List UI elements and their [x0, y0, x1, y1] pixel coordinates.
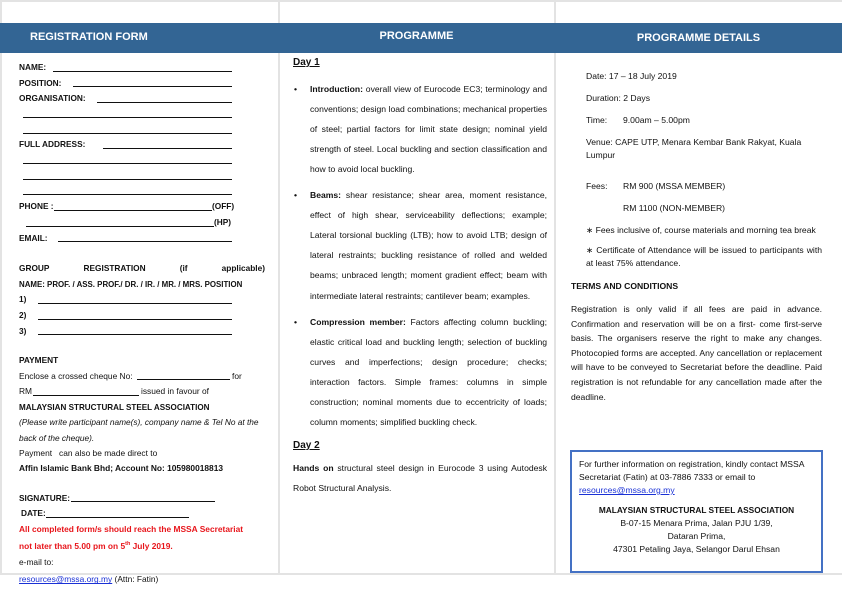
position-label: POSITION:: [19, 77, 62, 88]
item-label: Beams:: [310, 190, 342, 201]
programme-items: [293, 79, 547, 433]
phone-off-label: (OFF): [212, 201, 235, 212]
email-label: EMAIL:: [19, 232, 48, 243]
cheque-no-input-line[interactable]: [137, 379, 230, 380]
name-label: NAME:: [19, 62, 47, 72]
group-row-number: 1): [19, 294, 27, 305]
organisation-label: ORGANISATION:: [19, 93, 86, 104]
day-2-label: Hands on: [293, 462, 334, 473]
organisation-input-line[interactable]: [23, 133, 232, 134]
email-to-label: e-mail to:: [19, 556, 54, 567]
organisation-input-line[interactable]: [23, 117, 232, 118]
cheque-no-label: Enclose a crossed cheque No:: [19, 370, 133, 381]
email-link[interactable]: resources@mssa.org.my: [19, 574, 113, 585]
phone-label: PHONE :: [19, 201, 54, 212]
programme-column: [293, 53, 547, 498]
position-input-line[interactable]: [73, 86, 232, 87]
fee-member: [586, 180, 822, 193]
organisation-line-3[interactable]: [19, 122, 265, 138]
registration-form-title: REGISTRATION FORM: [30, 31, 148, 43]
group-row[interactable]: [19, 308, 265, 324]
group-row[interactable]: [19, 324, 265, 340]
contact-text: [579, 458, 814, 497]
group-word: applicable): [221, 263, 265, 274]
page-border: [0, 0, 2, 575]
phone-hp-input-line[interactable]: [26, 226, 214, 227]
direct-payment-text: Payment can also be made direct to: [19, 447, 158, 458]
position-field[interactable]: [19, 76, 265, 92]
group-row-input-line[interactable]: [38, 303, 232, 304]
address-input-line[interactable]: [23, 163, 232, 164]
phone-hp-label: (HP): [214, 216, 232, 227]
details-column: [571, 70, 822, 404]
group-word: (if: [179, 263, 188, 274]
fees-note: ∗ Fees inclusive of, course materials and morning tea break: [586, 225, 816, 235]
contact-email-link[interactable]: resources@mssa.org.my: [579, 485, 675, 495]
favour-label: issued in favour of: [141, 386, 209, 397]
bullet-icon: •: [294, 83, 298, 94]
terms-body: Registration is only valid if all fees are paid in advance. Confirmation and reservation will be on a first- come first-serve basis. The organisers reserve the right to make any changes. Photocopied forms are accepted. Any cancellation or replacement will have to be conveyed to Secretariat before the deadline. Paid registration is not refundable for any cancellation made after the deadline.: [571, 304, 822, 402]
programme-details-title: PROGRAMME DETAILS: [636, 32, 761, 44]
programme-title: PROGRAMME: [379, 30, 454, 42]
bank-account: Affin Islamic Bank Bhd; Account No: 105980018813: [19, 462, 224, 473]
group-row-number: 2): [19, 309, 27, 320]
column-divider: [554, 0, 556, 575]
address-label: FULL ADDRESS:: [19, 138, 86, 149]
fee-member-value: RM 900 (MSSA MEMBER): [623, 181, 726, 191]
deadline-date-prefix: not later than 5.00 pm on 5: [19, 541, 126, 552]
day-2-text: structural steel design in Eurocode 3 using Autodesk Robot Structural Analysis.: [293, 462, 547, 493]
programme-item: [293, 79, 547, 179]
deadline-notice: [19, 522, 265, 555]
programme-item: [293, 185, 547, 306]
bullet-icon: •: [294, 316, 298, 327]
deadline-date-suffix: July 2019.: [130, 541, 173, 552]
event-venue: Venue: CAPE UTP, Menara Kembar Bank Rakyat, Kuala Lumpur: [586, 137, 802, 160]
rm-label: RM: [19, 386, 33, 397]
email-contact: [19, 572, 265, 588]
item-label: Introduction:: [310, 83, 363, 94]
group-row[interactable]: [19, 292, 265, 308]
organisation-line-2[interactable]: [19, 107, 265, 123]
terms-title: TERMS AND CONDITIONS: [571, 280, 679, 291]
email-field[interactable]: [19, 231, 265, 247]
amount-field[interactable]: [19, 384, 265, 400]
signature-field[interactable]: [19, 491, 265, 507]
item-text: overall view of Eurocode EC3; terminology and conventions; design load combinations; mechanical properties of steel; partial factors for limit state design; nominal yield strength of steel. Local buckling and section classification and how to avoid local buckling.: [310, 83, 547, 174]
association-name: MALAYSIAN STRUCTURAL STEEL ASSOCIATION: [598, 505, 795, 515]
name-input-line[interactable]: [53, 71, 232, 72]
day-2-heading: Day 2: [293, 440, 320, 452]
cheque-note: (Please write participant name(s), company name & Tel No at the back of the cheque).: [19, 417, 259, 444]
time-label: Time:: [586, 115, 608, 125]
time-value: 9.00am – 5.00pm: [623, 115, 690, 125]
address-line: 47301 Petaling Jaya, Selangor Darul Ehsan: [613, 544, 780, 554]
email-attn: (Attn: Fatin): [112, 574, 159, 585]
certificate-note: ∗ Certificate of Attendance will be issued to participants with at least 75% attendance.: [586, 245, 822, 268]
deadline-line-2: [19, 537, 265, 554]
payment-title: PAYMENT: [19, 355, 59, 366]
email-input-line[interactable]: [58, 241, 232, 242]
group-word: REGISTRATION: [83, 263, 146, 274]
phone-off-field[interactable]: [19, 199, 265, 215]
address-line-4[interactable]: [19, 184, 265, 200]
group-row-input-line[interactable]: [38, 334, 232, 335]
cheque-no-field[interactable]: [19, 369, 265, 385]
address-line: B-07-15 Menara Prima, Jalan PJU 1/39,: [620, 518, 773, 528]
address-line-2[interactable]: [19, 153, 265, 169]
cheque-for-label: for: [232, 370, 242, 381]
date-label: DATE:: [21, 508, 46, 519]
signature-label: SIGNATURE:: [19, 492, 71, 503]
item-label: Compression member:: [310, 316, 406, 327]
event-duration: Duration: 2 Days: [586, 93, 651, 103]
day-1-heading: Day 1: [293, 57, 320, 68]
phone-off-input-line[interactable]: [54, 210, 212, 211]
address-line: Dataran Prima,: [667, 531, 726, 541]
group-row-input-line[interactable]: [38, 319, 232, 320]
bullet-icon: •: [294, 190, 298, 201]
address-input-line[interactable]: [23, 194, 232, 195]
group-word: GROUP: [19, 263, 50, 274]
organisation-field[interactable]: [19, 91, 265, 107]
fees-label: Fees:: [586, 181, 608, 191]
fee-non-member: RM 1100 (NON-MEMBER): [623, 203, 726, 213]
item-text: shear resistance; shear area, moment resistance, effect of high shear, serviceability deflections; example; Lateral torsional buckling (LTB); how to avoid LTB; design of lateral restraints; buckling resistance of rolled and welded beams; unbraced length; moment gradient effect; beam with intermediate lateral restraints; cantilever beam; examples.: [310, 190, 547, 301]
organisation-input-line[interactable]: [97, 102, 232, 103]
item-text: Factors affecting column buckling; elastic critical load and buckling length; selection of buckling curves and imperfections; design procedure; checks; interaction factors. Simple frames: columns in simple construction; nominal moments due to eccentricity of loads; column moments; simplified buckling check.: [310, 316, 548, 428]
signature-input-line[interactable]: [71, 501, 215, 502]
event-date: Date: 17 – 18 July 2019: [586, 71, 677, 81]
address-field[interactable]: [19, 137, 265, 153]
date-field[interactable]: [19, 506, 265, 522]
page-border: [0, 0, 842, 2]
group-row-number: 3): [19, 325, 27, 336]
address-input-line[interactable]: [23, 179, 232, 180]
group-name-header: NAME: PROF. / ASS. PROF./ DR. / IR. / MR. / MRS. POSITION: [19, 279, 243, 289]
day-2-description: [293, 458, 547, 498]
deadline-line-1: All completed form/s should reach the MSSA Secretariat: [19, 523, 244, 534]
group-registration-heading: [19, 261, 265, 277]
address-input-line[interactable]: [103, 148, 232, 149]
event-time: [586, 114, 822, 127]
registration-form: [19, 60, 265, 588]
amount-input-line[interactable]: [33, 395, 139, 396]
payee-name: MALAYSIAN STRUCTURAL STEEL ASSOCIATION: [19, 402, 210, 412]
name-field[interactable]: [19, 60, 265, 76]
column-divider: [278, 0, 280, 575]
date-input-line[interactable]: [46, 517, 189, 518]
programme-item: [293, 312, 547, 433]
contact-info-box: [570, 450, 823, 573]
address-line-3[interactable]: [19, 168, 265, 184]
phone-hp-field[interactable]: [19, 215, 265, 231]
contact-intro: For further information on registration, kindly contact MSSA Secretariat (Fatin) at 03-7886 7333 or email to: [579, 459, 804, 482]
deadline-date-sup: th: [125, 541, 131, 548]
